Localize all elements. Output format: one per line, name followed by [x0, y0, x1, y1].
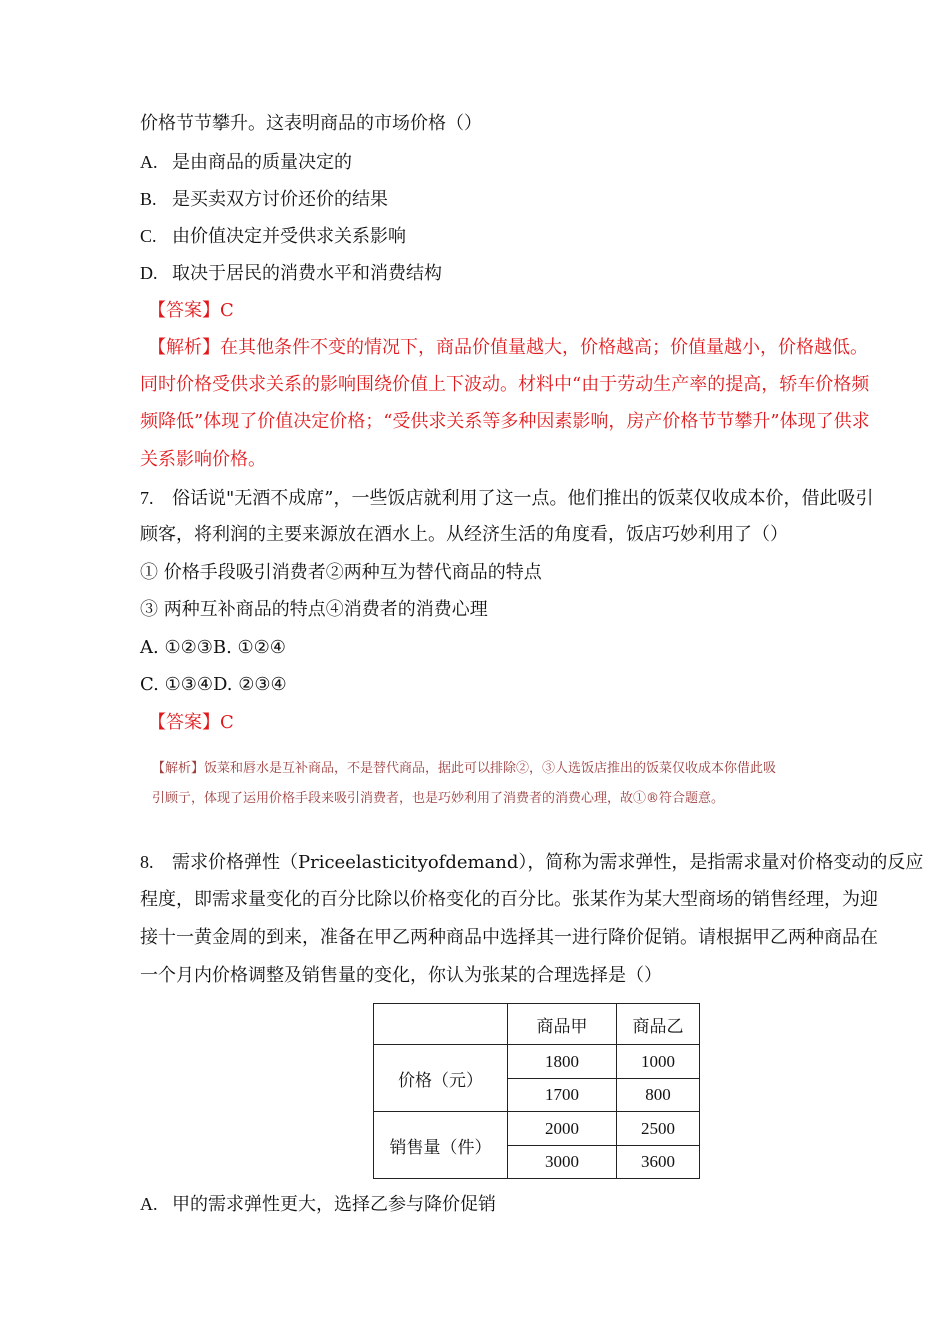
- q8-stem-line-1: [140, 850, 930, 875]
- q6-option-d: [140, 261, 930, 286]
- option-text: 取决于居民的消费水平和消费结构: [172, 263, 442, 284]
- option-letter: C.: [140, 226, 157, 246]
- table-row: [374, 1112, 700, 1146]
- table-cell: 1700: [508, 1079, 617, 1112]
- q7-stem-line-2: 顾客，将利润的主要来源放在酒水上。从经济生活的角度看，饭店巧妙利用了（）: [140, 524, 788, 545]
- q7-analysis-line-2: 引顾亍，体现了运用价格手段来吸引消费者，也是巧妙利用了消费者的消费心理，故①®符合题意。: [152, 791, 725, 806]
- q6-stem-tail: 价格节节攀升。这表明商品的市场价格（）: [140, 113, 482, 134]
- option-text: 是由商品的质量决定的: [172, 152, 352, 173]
- q6-option-b: [140, 187, 930, 212]
- option-text: 是买卖双方讨价还价的结果: [172, 189, 388, 210]
- option-text: 由价值决定并受供求关系影响: [172, 226, 406, 247]
- q7-options-line-1: A. ①②③B. ①②④: [140, 637, 286, 658]
- q6-answer: 【答案】C: [148, 300, 234, 321]
- q8-option-a: [140, 1192, 930, 1217]
- table-cell: 2500: [617, 1112, 700, 1146]
- table-row: [374, 1045, 700, 1079]
- table-cell: 1800: [508, 1045, 617, 1079]
- q7-statements-line-2: ③ 两种互补商品的特点④消费者的消费心理: [140, 599, 488, 620]
- question-number: 7.: [140, 488, 154, 508]
- q6-analysis-line-3: 频降低”体现了价值决定价格；“受供求关系等多种因素影响，房产价格节节攀升”体现了供求: [140, 411, 870, 432]
- table-cell: 3000: [508, 1146, 617, 1179]
- table-cell: 2000: [508, 1112, 617, 1146]
- table-cell: 800: [617, 1079, 700, 1112]
- price-sales-table: [373, 1003, 700, 1179]
- row-label-sales: 销售量（件）: [374, 1112, 508, 1179]
- q7-answer: 【答案】C: [148, 712, 234, 733]
- q6-option-a: [140, 150, 930, 175]
- option-letter: B.: [140, 189, 157, 209]
- option-letter: A.: [140, 152, 158, 172]
- table-header-row: [374, 1004, 700, 1045]
- q6-analysis-line-2: 同时价格受供求关系的影响围绕价值上下波动。材料中“由于劳动生产率的提高，轿车价格频: [140, 374, 870, 395]
- q6-option-c: [140, 224, 930, 249]
- table-cell: 1000: [617, 1045, 700, 1079]
- q6-analysis-line-4: 关系影响价格。: [140, 449, 266, 470]
- question-number: 8.: [140, 852, 154, 872]
- q8-stem-line-2: 程度，即需求量变化的百分比除以价格变化的百分比。张某作为某大型商场的销售经理，为迎: [140, 889, 878, 910]
- table-header-product-b: 商品乙: [617, 1004, 700, 1045]
- q7-statements-line-1: ① 价格手段吸引消费者②两种互为替代商品的特点: [140, 562, 542, 583]
- option-letter: D.: [140, 263, 158, 283]
- table-header-product-a: 商品甲: [508, 1004, 617, 1045]
- q7-options-line-2: C. ①③④D. ②③④: [140, 674, 287, 695]
- q7-analysis-line-1: 【解析】饭菜和唇水是互补商品，不是替代商品，据此可以排除②，③人选饭店推出的饭菜仅收成本你借此吸: [152, 761, 777, 776]
- row-label-price: 价格（元）: [374, 1045, 508, 1112]
- q8-stem-text-1: 需求价格弹性（Priceelasticityofdemand），简称为需求弹性，是指需求量对价格变动的反应: [172, 852, 924, 873]
- table-cell: 3600: [617, 1146, 700, 1179]
- table-header-corner: [374, 1004, 508, 1045]
- q6-analysis-line-1: 【解析】在其他条件不变的情况下，商品价值量越大，价格越高；价值量越小，价格越低。: [148, 337, 868, 358]
- q7-stem-text-1: 俗话说"无酒不成席”，一些饭店就利用了这一点。他们推出的饭菜仅收成本价，借此吸引: [172, 488, 874, 509]
- option-letter: A.: [140, 1194, 158, 1214]
- q8-stem-line-3: 接十一黄金周的到来，准备在甲乙两种商品中选择其一进行降价促销。请根据甲乙两种商品在: [140, 927, 878, 948]
- q7-stem-line-1: [140, 486, 930, 511]
- option-text: 甲的需求弹性更大，选择乙参与降价促销: [172, 1194, 496, 1215]
- q8-stem-line-4: 一个月内价格调整及销售量的变化，你认为张某的合理选择是（）: [140, 965, 662, 986]
